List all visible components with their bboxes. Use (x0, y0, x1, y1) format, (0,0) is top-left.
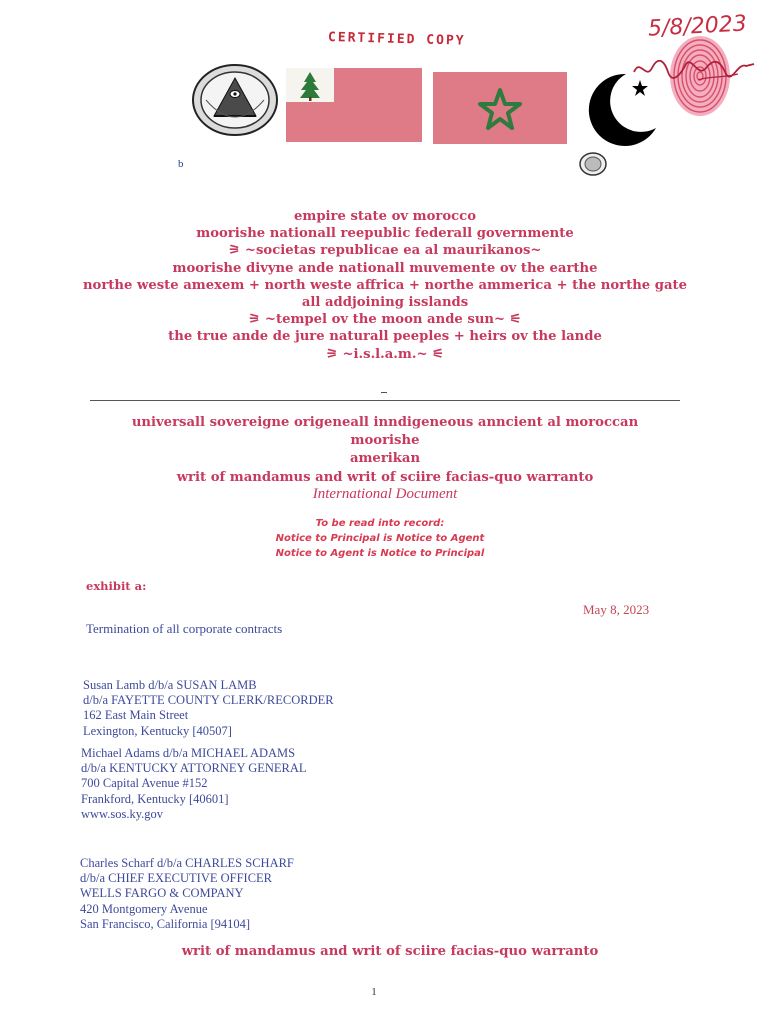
document-title (100, 414, 670, 468)
stray-letter: b (178, 158, 184, 170)
heading-line: ⚞ ~societas republicae ea al maurikanos~ (228, 243, 542, 259)
address-line: Susan Lamb d/b/a SUSAN LAMB (83, 678, 257, 692)
address-line: San Francisco, California [94104] (80, 916, 251, 931)
address-line: Frankford, Kentucky [40601] (81, 791, 229, 806)
heading-line: ⚞ ~i.s.l.a.m.~ ⚟ (326, 346, 444, 362)
signature-date: 5/8/2023 (647, 11, 748, 42)
address-line: d/b/a CHIEF EXECUTIVE OFFICER (80, 871, 273, 886)
address-line: d/b/a KENTUCKY ATTORNEY GENERAL (81, 761, 307, 776)
divider-dash (381, 392, 387, 393)
address-line: 700 Capital Avenue #152 (81, 776, 208, 791)
subject-line: Termination of all corporate contracts (86, 621, 283, 636)
international-document-label: International Document (312, 486, 458, 502)
government-heading (80, 208, 690, 363)
divider-line (90, 400, 680, 401)
address-line: d/b/a FAYETTE COUNTY CLERK/RECORDER (83, 693, 334, 708)
page-number: 1 (371, 986, 377, 998)
notice-line-1: To be read into record: (315, 518, 445, 529)
morocco-flag-icon (433, 72, 567, 144)
notice-line-3: Notice to Agent is Notice to Principal (275, 548, 485, 559)
recipient-address (81, 746, 307, 822)
exhibit-label: exhibit a: (86, 579, 147, 593)
certified-copy-stamp: CERTIFIED COPY (327, 30, 466, 49)
heading-line: the true ande de jure naturall peeples + heirs ov the lande (168, 329, 602, 345)
address-line: www.sos.ky.gov (81, 806, 164, 821)
address-line: WELLS FARGO & COMPANY (80, 886, 244, 901)
address-line: Lexington, Kentucky [40507] (83, 723, 232, 738)
heading-line: ⚞ ~tempel ov the moon ande sun~ ⚟ (248, 312, 522, 328)
moorish-seal-icon (192, 64, 278, 136)
address-line: Charles Scharf d/b/a CHARLES SCHARF (80, 856, 294, 870)
heading-line: empire state ov morocco (293, 209, 477, 224)
crescent-star-icon (578, 70, 664, 146)
heading-line: moorishe divyne ande nationall muvemente ov the earthe (172, 260, 598, 276)
heading-line: moorishe nationall reepublic federall governmente (196, 226, 574, 242)
footer-writ-title: writ of mandamus and writ of sciire facias-quo warranto (181, 944, 599, 959)
title-line-2: amerikan (349, 451, 421, 466)
small-seal-icon (578, 152, 608, 176)
document-date: May 8, 2023 (583, 602, 650, 617)
heading-line: all addjoining isslands (301, 294, 469, 310)
address-line: 162 East Main Street (83, 708, 189, 723)
writ-title: writ of mandamus and writ of sciire facias-quo warranto (176, 470, 594, 485)
title-line-1: universall sovereigne origeneall inndigeneous anncient al moroccan moorishe (131, 415, 639, 448)
recipient-address (80, 856, 294, 932)
notice-line-2: Notice to Principal is Notice to Agent (275, 533, 485, 544)
new-england-flag-icon (286, 68, 422, 142)
heading-line: northe weste amexem + north weste affrica + northe ammerica + the northe gate (82, 277, 688, 293)
address-line: Michael Adams d/b/a MICHAEL ADAMS (81, 746, 296, 760)
notice-block (200, 516, 560, 561)
address-line: 420 Montgomery Avenue (80, 901, 208, 916)
recipient-address (83, 678, 334, 739)
